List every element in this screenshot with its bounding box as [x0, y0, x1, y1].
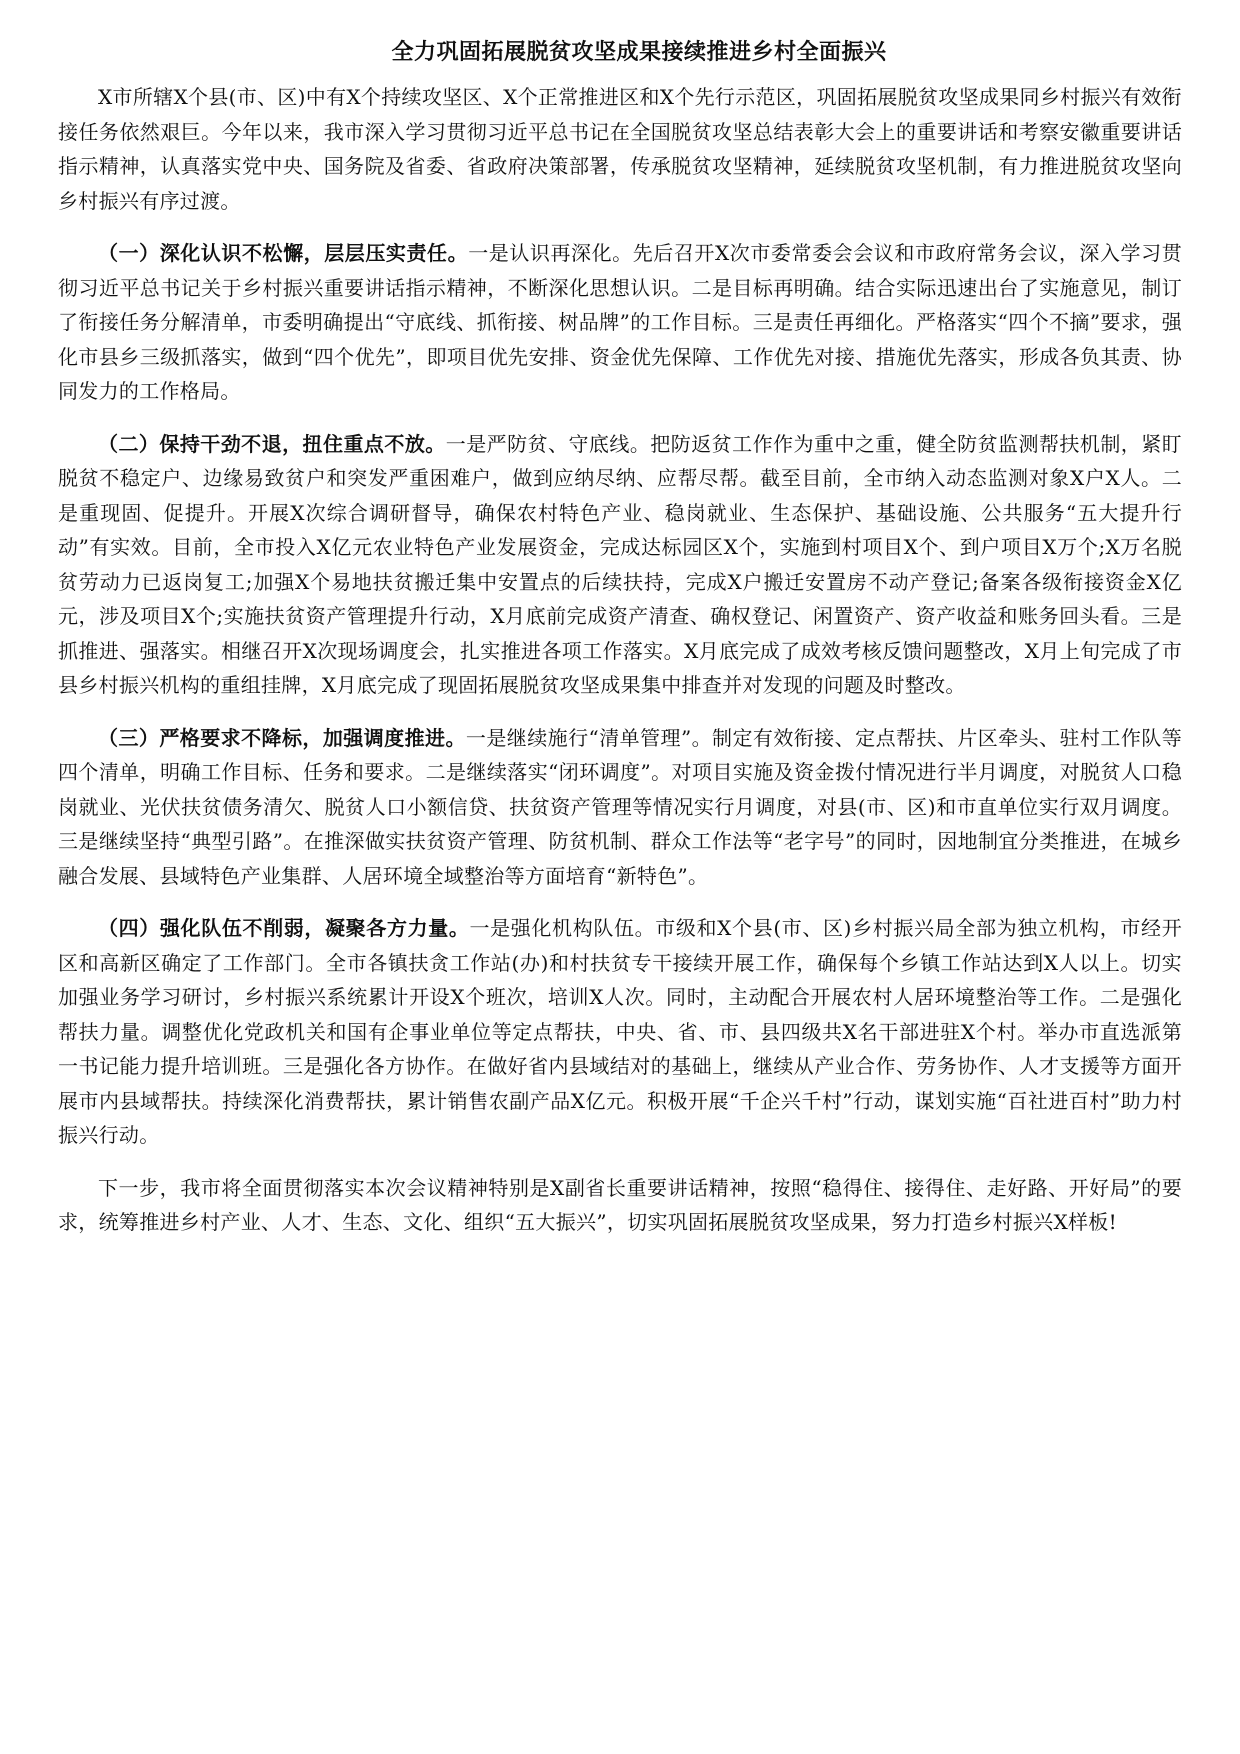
section-4-body: 一是强化机构队伍。市级和X个县(市、区)乡村振兴局全部为独立机构，市经开区和高新区确定了工作部门。全市各镇扶贪工作站(办)和村扶贫专干接续开展工作，确保每个乡镇工作站达到X人以上。切实加强业务学习研讨，乡村振兴系统累计开设X个班次，培训X人次。同时，主动配合开展农村人居环境整治等工作。二是强化帮扶力量。调整优化党政机关和国有企事业单位等定点帮扶，中央、省、市、县四级共X名干部进驻X个村。举办市直选派第一书记能力提升培训班。三是强化各方协作。在做好省内县域结对的基础上，继续从产业合作、劳务协作、人才支援等方面开展市内县域帮扶。持续深化消费帮扶，累计销售农副产品X亿元。积极开展“千企兴千村”行动，谋划实施“百社进百村”助力村振兴行动。 [58, 916, 1182, 1147]
closing-paragraph: 下一步，我市将全面贯彻落实本次会议精神特别是X副省长重要讲话精神，按照“稳得住、接得住、走好路、开好局”的要求，统筹推进乡村产业、人才、生态、文化、组织“五大振兴”，切实巩固拓展脱贫攻坚成果，努力打造乡村振兴X样板! [58, 1175, 1182, 1234]
section-3-heading: （三）严格要求不降标，加强调度推进。 [98, 725, 466, 750]
section-1-body: 一是认识再深化。先后召开X次市委常委会会议和市政府常务会议，深入学习贯彻习近平总书记关于乡村振兴重要讲话指示精神，不断深化思想认识。二是目标再明确。结合实际迅速出台了实施意见，制订了衔接任务分解清单，市委明确提出“守底线、抓衔接、树品牌”的工作目标。三是责任再细化。严格落实“四个不摘”要求，强化市县乡三级抓落实，做到“四个优先”，即项目优先安排、资金优先保障、工作优先对接、措施优先落实，形成各负其责、协同发力的工作格局。 [58, 241, 1182, 403]
section-1-paragraph [58, 236, 1182, 409]
section-3-paragraph [58, 721, 1182, 894]
document-page [58, 30, 1182, 1258]
section-2-paragraph [58, 427, 1182, 703]
document-title: 全力巩固拓展脱贫攻坚成果接续推进乡村全面振兴 [391, 40, 887, 65]
section-4-heading: （四）强化队伍不削弱，凝聚各方力量。 [98, 916, 470, 940]
section-2-body: 一是严防贫、守底线。把防返贫工作作为重中之重，健全防贫监测帮扶机制，紧盯脱贫不稳定户、边缘易致贫户和突发严重困难户，做到应纳尽纳、应帮尽帮。截至目前，全市纳入动态监测对象X户X人。二是重现固、促提升。开展X次综合调研督导，确保农村特色产业、稳岗就业、生态保护、基础设施、公共服务“五大提升行动”有实效。目前，全市投入X亿元农业特色产业发展资金，完成达标园区X个，实施到村项目X个、到户项目X万个;X万名脱贫劳动力已返岗复工;加强X个易地扶贫搬迁集中安置点的后续扶持，完成X户搬迁安置房不动产登记;备案各级衔接资金X亿元，涉及项目X个;实施扶贫资产管理提升行动，X月底前完成资产清查、确权登记、闲置资产、资产收益和账务回头看。三是抓推进、强落实。相继召开X次现场调度会，扎实推进各项工作落实。X月底完成了成效考核反馈问题整改，X月上旬完成了市县乡村振兴机构的重组挂牌，X月底完成了现固拓展脱贫攻坚成果集中排查并对发现的问题及时整改。 [58, 431, 1182, 697]
section-3-body: 一是继续施行“清单管理”。制定有效衔接、定点帮扶、片区牵头、驻村工作队等四个清单，明确工作目标、任务和要求。二是继续落实“闭环调度”。对项目实施及资金拨付情况进行半月调度，对脱贫人口稳岗就业、光伏扶贫债务清欠、脱贫人口小额信贷、扶贫资产管理等情况实行月调度，对县(市、区)和市直单位实行双月调度。三是继续坚持“典型引路”。在推深做实扶贫资产管理、防贫机制、群众工作法等“老字号”的同时，因地制宜分类推进，在城乡融合发展、县域特色产业集群、人居环境全域整治等方面培育“新特色”。 [58, 725, 1183, 888]
section-2-heading: （二）保持干劲不退，扭住重点不放。 [98, 431, 446, 456]
intro-paragraph: X市所辖X个县(市、区)中有X个持续攻坚区、X个正常推进区和X个先行示范区，巩固拓展脱贫攻坚成果同乡村振兴有效衔接任务依然艰巨。今年以来，我市深入学习贯彻习近平总书记在全国脱贫攻坚总结表彰大会上的重要讲话和考察安徽重要讲话指示精神，认真落实党中央、国务院及省委、省政府决策部署，传承脱贫攻坚精神，延续脱贫攻坚机制，有力推进脱贫攻坚向乡村振兴有序过渡。 [58, 85, 1182, 213]
section-1-heading: （一）深化认识不松懈，层层压实责任。 [98, 241, 469, 265]
section-4-paragraph [58, 911, 1182, 1153]
